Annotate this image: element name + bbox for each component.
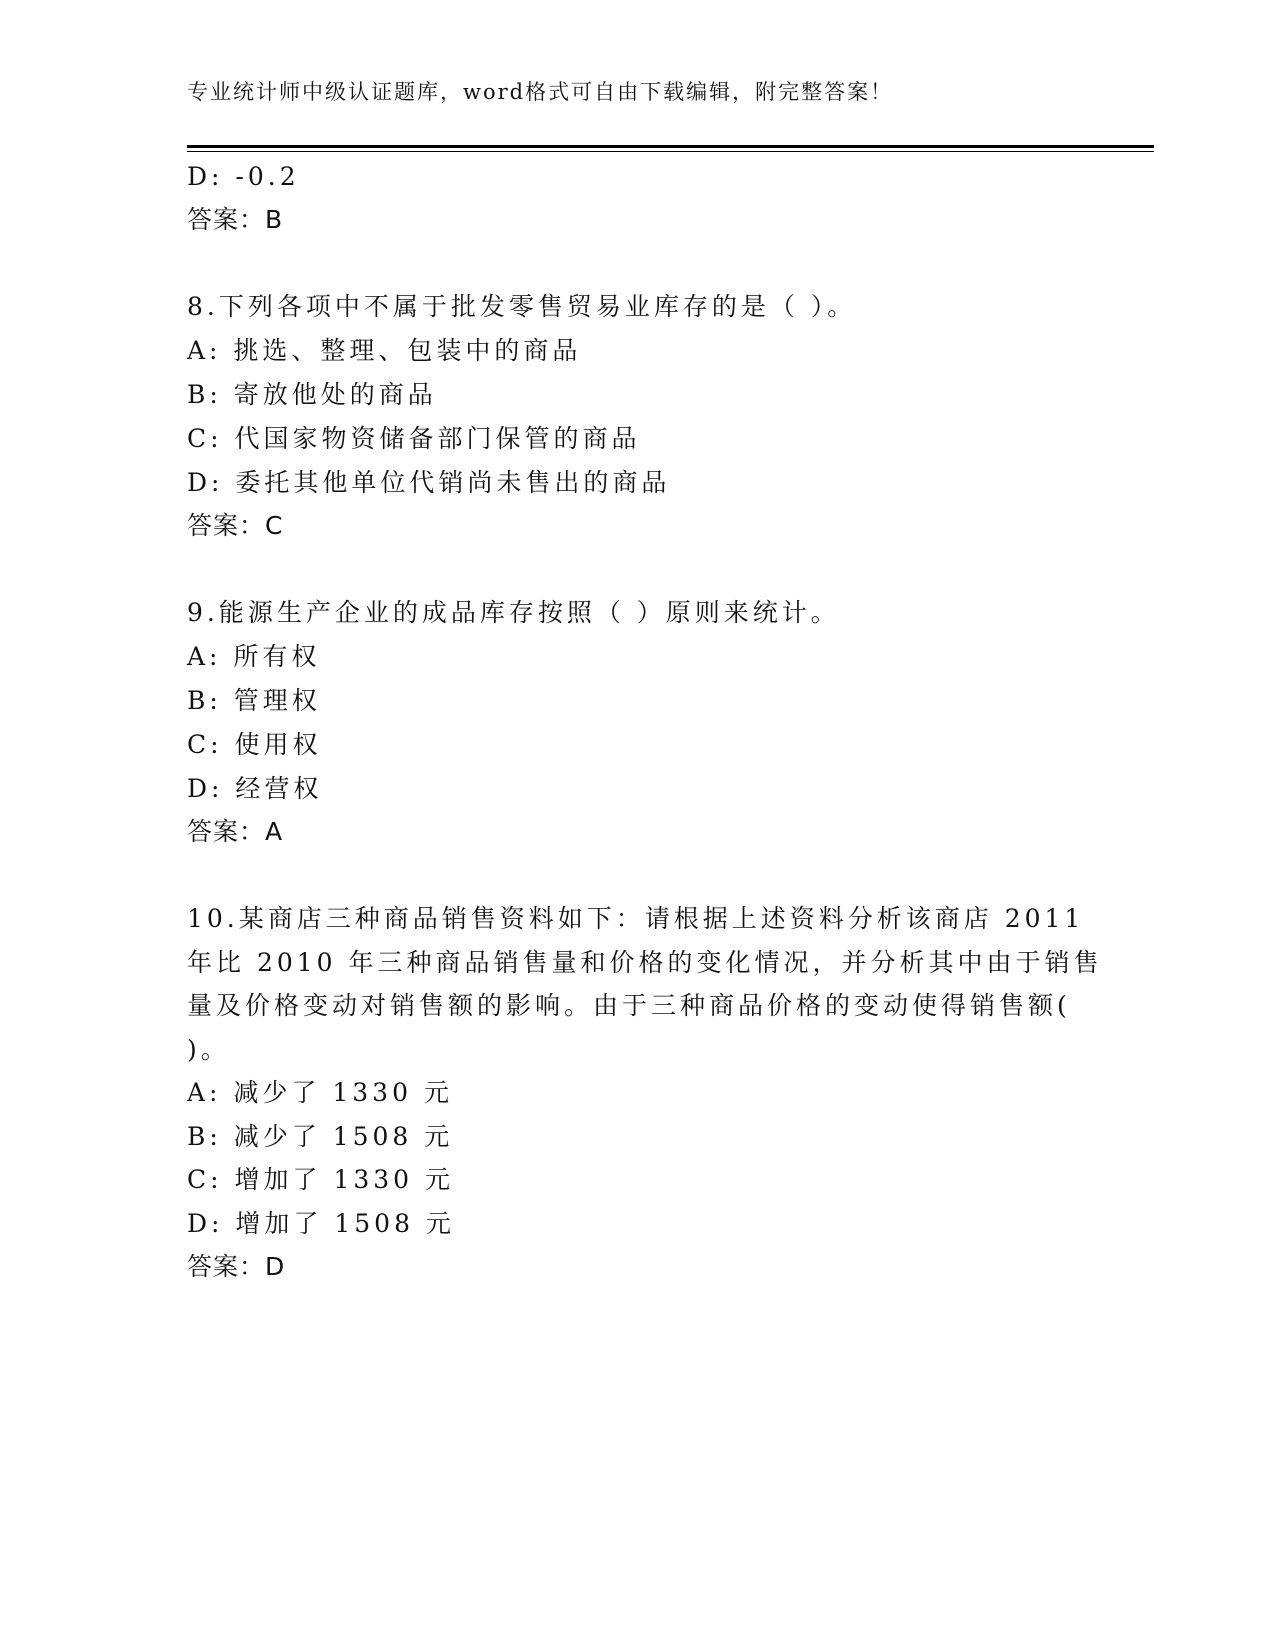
question-9-option-c: C: 使用权 — [187, 730, 322, 759]
question-8-option-a: A: 挑选、整理、包装中的商品 — [187, 336, 582, 365]
question-10-stem-line-2: 年比 2010 年三种商品销售量和价格的变化情况，并分析其中由于销售 — [187, 948, 1103, 977]
question-10-answer: 答案：D — [187, 1252, 286, 1281]
question-9-stem: 9.能源生产企业的成品库存按照（ ）原则来统计。 — [187, 598, 840, 627]
prev-answer: 答案：B — [187, 205, 284, 234]
question-10-option-d: D: 增加了 1508 元 — [187, 1209, 455, 1238]
question-10-stem-line-1: 10.某商店三种商品销售资料如下：请根据上述资料分析该商店 2011 — [187, 904, 1085, 933]
question-9-option-a: A: 所有权 — [187, 642, 321, 671]
question-8-option-b: B: 寄放他处的商品 — [187, 380, 437, 409]
question-10-stem-line-4: )。 — [187, 1035, 230, 1064]
prev-option-d: D: -0.2 — [187, 162, 300, 191]
question-9-option-d: D: 经营权 — [187, 774, 323, 803]
question-10-stem-line-3: 量及价格变动对销售额的影响。由于三种商品价格的变动使得销售额( — [187, 991, 1071, 1020]
question-8-stem: 8.下列各项中不属于批发零售贸易业库存的是（ ）。 — [187, 292, 857, 321]
question-8-option-c: C: 代国家物资储备部门保管的商品 — [187, 424, 641, 453]
question-10-option-b: B: 减少了 1508 元 — [187, 1122, 454, 1151]
header-rule-thick — [187, 145, 1154, 148]
question-8-option-d: D: 委托其他单位代销尚未售出的商品 — [187, 468, 671, 497]
page-header: 专业统计师中级认证题库，word格式可自由下载编辑，附完整答案！ — [187, 80, 894, 104]
question-8-answer: 答案：C — [187, 511, 284, 540]
question-10-option-a: A: 减少了 1330 元 — [187, 1078, 453, 1107]
question-9-option-b: B: 管理权 — [187, 686, 321, 715]
question-9-answer: 答案：A — [187, 817, 284, 846]
header-rule-thin — [187, 151, 1154, 152]
question-10-option-c: C: 增加了 1330 元 — [187, 1165, 455, 1194]
